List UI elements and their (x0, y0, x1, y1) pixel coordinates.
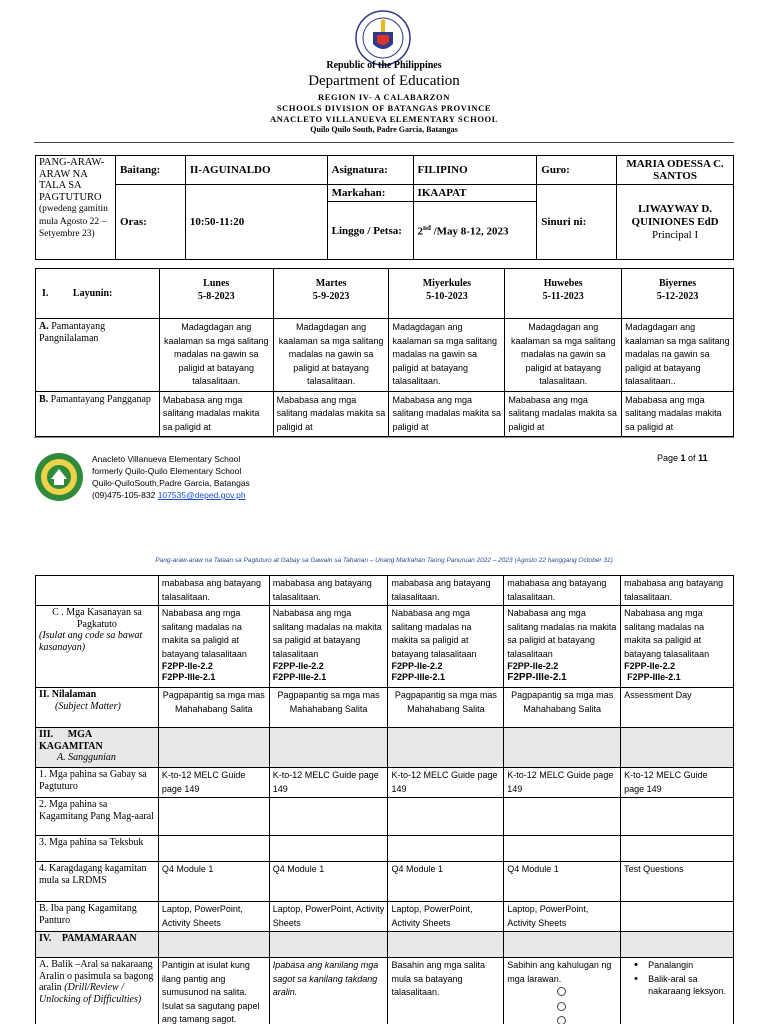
day-date: 5-9-2023 (312, 291, 350, 302)
row-note: (Isulat ang code sa bawat kasanayan) (39, 630, 143, 653)
pamantayang-pangnilalaman-label (36, 319, 160, 392)
table-cell (504, 932, 621, 958)
day-date: 5-8-2023 (197, 291, 235, 302)
table-cell: Basahin ang mga salita mula sa batayang talasalitaan. (388, 958, 504, 1024)
footer-address-block (92, 453, 250, 501)
oras-value: 10:50-11:20 (185, 185, 327, 260)
header-division: SCHOOLS DIVISION OF BATANGAS PROVINCE (276, 103, 492, 113)
table-cell: Madagdagan ang kaalaman sa mga salitang madalas na gawin sa paligid at batayang talasalitaan. (389, 319, 505, 392)
page2-running-title: Pang-araw-araw na Talaan sa Pagtuturo at Gabay sa Gawain sa Tahanan – Unang Markahan Taong Panuruan 2022 – 2023 (Agosto 22 hanggang October 31) (155, 557, 613, 564)
header-region: REGION IV- A CALABARZON (318, 92, 450, 102)
competency-code: F2PP-IIe-2.2 (391, 661, 443, 671)
lesson-plan-table-continued (35, 575, 734, 1024)
row-heading (39, 729, 155, 752)
table-cell: Madagdagan ang kaalaman sa mga salitang madalas na gawin sa paligid at batayang talasalitaan. (159, 319, 273, 392)
activity-list (624, 959, 730, 997)
row-letter: A. (39, 321, 49, 332)
table-cell (269, 606, 388, 688)
cell-text: Nababasa ang mga salitang madalas na makita sa paligid at batayang talasalitaan (507, 608, 617, 659)
table-cell: Madagdagan ang kaalaman sa mga salitang madalas na gawin sa paligid at batayang talasalitaan.. (622, 319, 734, 392)
row-sublabel: A. Sanggunian (57, 752, 116, 763)
picture-icon (557, 987, 566, 996)
day-date: 5-11-2023 (542, 291, 584, 302)
linggo-week: 2 (417, 225, 424, 238)
competency-code: F2PP-IIIe-2.1 (627, 672, 681, 682)
table-cell (269, 836, 388, 862)
layunin-header (36, 269, 160, 319)
competency-code: F2PP-IIe-2.2 (507, 661, 559, 671)
table-cell (158, 836, 269, 862)
table-cell: Assessment Day (621, 688, 734, 728)
trash-bin-icon (557, 1002, 566, 1011)
guro-value: MARIA ODESSA C. SANTOS (617, 156, 734, 185)
table-cell (158, 798, 269, 836)
doc-note: (pwedeng gamitin mula Agosto 22 – Setyembre 23) (39, 204, 108, 239)
table-cell: Madagdagan ang kaalaman sa mga salitang madalas na gawin sa paligid at batayang talasalitaan. (505, 319, 622, 392)
row-label: II. Nilalaman (39, 689, 97, 700)
day-date: 5-10-2023 (426, 291, 468, 302)
table-cell (504, 606, 621, 688)
table-cell: mababasa ang batayang talasalitaan. (504, 576, 621, 606)
table-cell: mababasa ang batayang talasalitaan. (269, 576, 388, 606)
day-header (622, 269, 734, 319)
pamamaraan-label (36, 932, 159, 958)
guro-label: Guro: (537, 156, 617, 185)
table-cell (36, 576, 159, 606)
cell-text: Nababasa ang mga salitang madalas na makita sa paligid at batayang talasalitaan (624, 608, 710, 659)
baitang-label: Baitang: (115, 156, 185, 185)
table-cell: K-to-12 MELC Guide page 149 (504, 768, 621, 798)
table-cell (388, 932, 504, 958)
table-cell: mababasa ang batayang talasalitaan. (621, 576, 734, 606)
footer-email-link[interactable]: 107535@deped.gov.ph (157, 490, 246, 500)
header-address: Quilo Quilo South, Padre Garcia, Batangas (310, 125, 458, 134)
table-cell (504, 728, 621, 768)
table-cell: Pagpapantig sa mga mas Mahahabang Salita (504, 688, 621, 728)
competency-code: F2PP-IIIe-2.1 (161, 672, 216, 682)
school-logo-icon (34, 452, 84, 502)
row-label: C . Mga Kasanayan sa Pagkatuto (52, 607, 142, 630)
table-cell: K-to-12 MELC Guide page 149 (388, 768, 504, 798)
competency-code: F2PP-IIIe-2.1 (391, 672, 445, 682)
table-cell (269, 728, 388, 768)
table-cell (621, 728, 734, 768)
header-divider (34, 142, 734, 143)
row-note: (Subject Matter) (55, 700, 121, 712)
day-header (505, 269, 622, 319)
day-header (159, 269, 273, 319)
mga-kagamitan-label (36, 728, 159, 768)
table-cell (388, 798, 504, 836)
table-cell: Pagpapantig sa mga mas Mahahabang Salita (269, 688, 388, 728)
balik-aral-label (36, 958, 159, 1024)
page-of: of (685, 453, 699, 463)
pamantayang-pangganap-label (36, 391, 160, 437)
markahan-label: Markahan: (327, 185, 413, 202)
day-name: Lunes (203, 278, 230, 289)
footer-school-name: Anacleto Villanueva Elementary School (92, 454, 241, 464)
table-cell: Pagpapantig sa mga mas Mahahabang Salita (158, 688, 269, 728)
table-cell: Laptop, PowerPoint, Activity Sheets (504, 902, 621, 932)
teksbuk-label: 3. Mga pahina sa Teksbuk (36, 836, 159, 862)
table-cell (388, 728, 504, 768)
day-name: Biyernes (658, 278, 697, 289)
table-cell (269, 932, 388, 958)
doc-type: PANG-ARAW-ARAW NA TALA SA PAGTUTURO (39, 157, 105, 203)
page-number (657, 453, 708, 463)
layunin-section-num: I. (42, 288, 49, 299)
table-cell (388, 606, 504, 688)
oras-label: Oras: (115, 185, 185, 260)
table-cell: mababasa ang batayang talasalitaan. (158, 576, 269, 606)
table-cell: Q4 Module 1 (388, 862, 504, 902)
asignatura-value: FILIPINO (413, 156, 537, 185)
baitang-value: II-AGUINALDO (185, 156, 327, 185)
competency-code: F2PP-IIe-2.2 (624, 661, 676, 671)
table-cell: Test Questions (621, 862, 734, 902)
table-cell: Laptop, PowerPoint, Activity Sheets (388, 902, 504, 932)
linggo-week-sup: nd (423, 223, 431, 232)
linggo-label: Linggo / Petsa: (327, 202, 413, 260)
nilalaman-label (36, 688, 159, 728)
cell-text: Nababasa ang mga salitang madalas na makita sa paligid at batayang talasalitaan (272, 608, 382, 659)
table-cell (158, 728, 269, 768)
page-prefix: Page (657, 453, 681, 463)
markahan-value: IKAAPAT (413, 185, 537, 202)
day-name: Miyerkules (422, 278, 472, 289)
header-school: ANACLETO VILLANUEVA ELEMENTARY SCHOOL (269, 114, 499, 124)
table-cell: Q4 Module 1 (269, 862, 388, 902)
table-cell (621, 932, 734, 958)
iba-pang-kagamitan-label: B. Iba pang Kagamitang Panturo (36, 902, 159, 932)
table-cell: Laptop, PowerPoint, Activity Sheets (269, 902, 388, 932)
row-letter: B. (39, 393, 49, 405)
table-cell: Mababasa ang mga salitang madalas makita sa paligid at (159, 391, 273, 437)
table-cell: K-to-12 MELC Guide page 149 (621, 768, 734, 798)
list-item: • Panalangin (634, 959, 730, 971)
layunin-label: Layunin: (72, 288, 113, 299)
row-label: Pamantayang Pangganap (50, 393, 151, 405)
row-num: III. (39, 729, 54, 740)
row-label: PAMAMARAAN (61, 933, 137, 944)
table-cell (269, 798, 388, 836)
table-cell: Mababasa ang mga salitang madalas makita sa paligid at (622, 391, 734, 437)
table-cell: mababasa ang batayang talasalitaan. (388, 576, 504, 606)
linggo-value (413, 202, 537, 260)
header-republic: Republic of the Philippines (326, 60, 442, 71)
day-header (273, 269, 389, 319)
page-total: 11 (698, 453, 708, 463)
table-cell (388, 836, 504, 862)
competency-code: F2PP-IIIe-2.1 (507, 672, 567, 683)
table-cell (504, 836, 621, 862)
sinuri-title: Principal I (652, 228, 699, 241)
footer-contact (92, 489, 250, 501)
table-cell (621, 836, 734, 862)
table-cell (621, 902, 734, 932)
footer-formerly: formerly Quilo-Quilo Elementary School (92, 466, 242, 476)
table-cell: Mababasa ang mga salitang madalas makita sa paligid at (505, 391, 622, 437)
page-current: 1 (680, 453, 686, 463)
day-name: Martes (315, 278, 347, 289)
linggo-date: /May 8-12, 2023 (430, 225, 509, 238)
day-name: Huwebes (543, 278, 583, 289)
competency-code: F2PP-IIe-2.2 (272, 661, 324, 671)
sinuri-cell (617, 185, 734, 260)
competency-code: F2PP-IIe-2.2 (161, 661, 213, 671)
table-cell (621, 798, 734, 836)
sinuri-name: LIWAYWAY D. QUINIONES EdD (631, 202, 719, 228)
footer-divider (34, 437, 734, 438)
table-cell (621, 958, 734, 1024)
footer-phone: (09)475-105-832 (92, 490, 156, 500)
lrdms-label: 4. Karagdagang kagamitan mula sa LRDMS (36, 862, 159, 902)
table-cell: K-to-12 MELC Guide page 149 (158, 768, 269, 798)
cell-text: Nababasa ang mga salitang madalas na makita sa paligid at batayang talasalitaan (391, 608, 477, 659)
list-item: • Balik-aral sa nakaraang leksyon. (634, 973, 730, 997)
row-label: MGA KAGAMITAN (39, 729, 103, 752)
table-cell: Mababasa ang mga salitang madalas makita sa paligid at (389, 391, 505, 437)
table-cell (158, 606, 269, 688)
day-date: 5-12-2023 (656, 291, 699, 302)
table-cell: Madagdagan ang kaalaman sa mga salitang madalas na gawin sa paligid at batayang talasalitaan. (273, 319, 389, 392)
table-cell: Ipabasa ang kanilang mga sagot sa kanilang takdang aralin. (269, 958, 388, 1024)
table-cell: Pagpapantig sa mga mas Mahahabang Salita (388, 688, 504, 728)
doc-type-cell (36, 156, 116, 260)
gabay-pagtuturo-label: 1. Mga pahina sa Gabay sa Pagtuturo (36, 768, 159, 798)
row-num: IV. (39, 933, 52, 944)
row-note: (Drill/Review / Unlocking of Difficulties) (39, 982, 142, 1005)
asignatura-label: Asignatura: (327, 156, 413, 185)
deped-seal-icon (355, 10, 411, 66)
row-label: Pamantayang Pangnilalaman (39, 321, 106, 344)
table-cell (158, 932, 269, 958)
row-label: A. Balik –Aral sa nakaraang Aralin o pasimula sa bagong aralin (39, 959, 154, 993)
footer-address: Quilo-QuiloSouth,Padre Garcia, Batangas (92, 478, 250, 488)
table-cell: Mababasa ang mga salitang madalas makita sa paligid at (273, 391, 389, 437)
table-cell (504, 958, 621, 1024)
table-cell: Q4 Module 1 (504, 862, 621, 902)
header-department: Department of Education (308, 73, 460, 89)
mga-kasanayan-label (36, 606, 159, 688)
page-1 (0, 0, 768, 440)
table-cell (621, 606, 734, 688)
objectives-table (35, 268, 734, 437)
sinuri-label: Sinuri ni: (537, 185, 617, 260)
competency-code: F2PP-IIIe-2.1 (272, 672, 327, 682)
lesson-info-table (35, 155, 734, 260)
table-cell: K-to-12 MELC Guide page 149 (269, 768, 388, 798)
cell-text: Nababasa ang mga salitang madalas na makita sa paligid at batayang talasalitaan (161, 608, 247, 659)
table-cell (504, 798, 621, 836)
kagamitang-mag-aaral-label: 2. Mga pahina sa Kagamitang Pang Mag-aaral (36, 798, 159, 836)
table-cell: Q4 Module 1 (158, 862, 269, 902)
no-symbol-icon (557, 1016, 566, 1024)
cell-text: Sabihin ang kahulugan ng mga larawan. (507, 960, 612, 984)
table-cell: Pantigin at isulat kung ilang pantig ang sumusunod na salita. Isulat sa sagutang papel ang tamang sagot. (158, 958, 269, 1024)
table-cell: Laptop, PowerPoint, Activity Sheets (158, 902, 269, 932)
day-header (389, 269, 505, 319)
